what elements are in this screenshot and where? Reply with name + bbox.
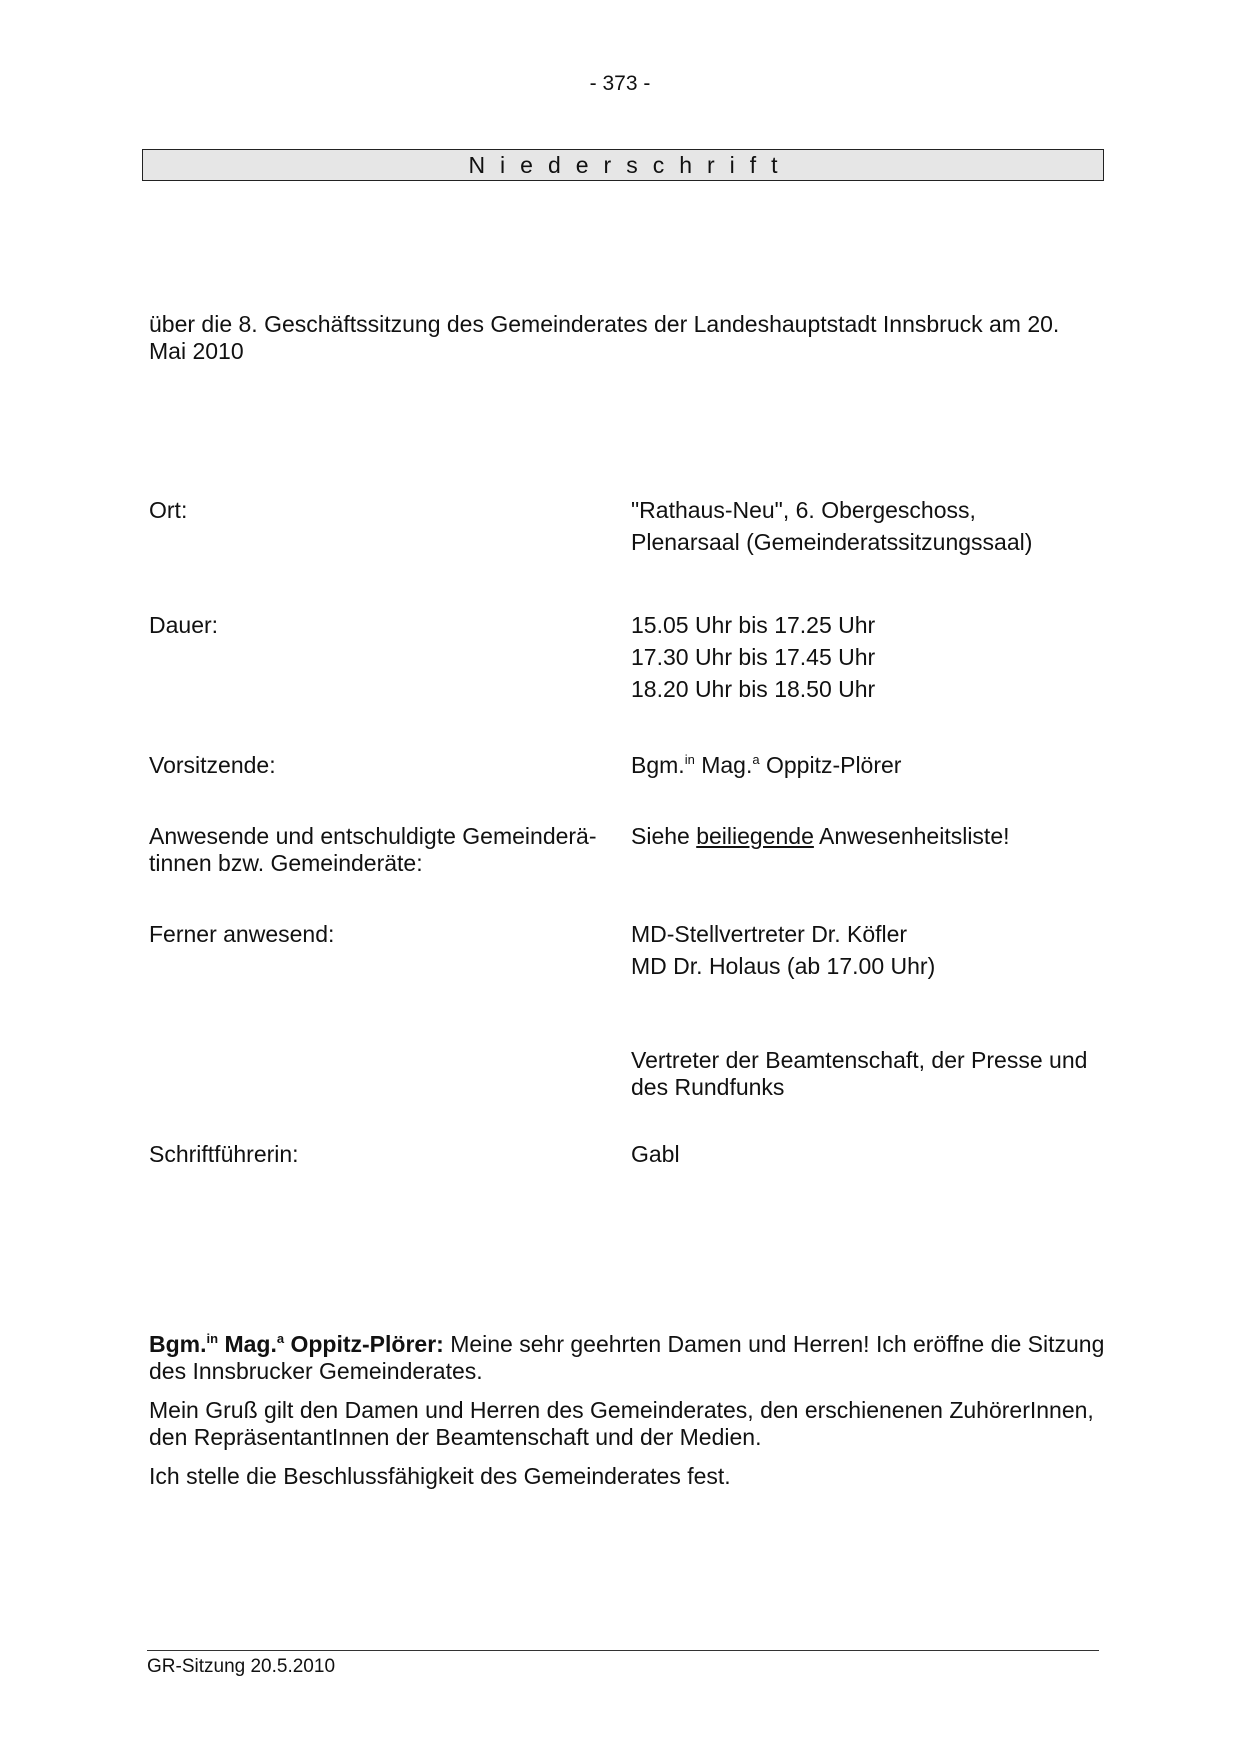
anwesende-underlined: beiliegende (696, 823, 814, 849)
vorsitz-name: Oppitz-Plörer (759, 752, 902, 778)
ort-label: Ort: (149, 497, 188, 523)
ferner-value (631, 918, 1111, 982)
vorsitz-label: Vorsitzende: (149, 752, 276, 778)
speech-block (149, 1331, 1109, 1502)
footer-divider (147, 1650, 1099, 1651)
schrift-value: Gabl (631, 1141, 680, 1167)
speaker-mag: Mag. (218, 1331, 277, 1357)
dauer-line: 17.30 Uhr bis 17.45 Uhr (631, 644, 876, 670)
speaker-sup-a: a (276, 1331, 285, 1346)
document-title: Niederschrift (468, 151, 793, 178)
ferner-extra: Vertreter der Beamtenschaft, der Presse und des Rundfunks (631, 1047, 1088, 1100)
title-box (142, 149, 1104, 181)
ort-line: "Rathaus-Neu", 6. Obergeschoss, (631, 497, 976, 523)
anwesende-label: Anwesende und entschuldigte Gemeinderä-tinnen bzw. Gemeinderäte: (149, 823, 597, 876)
vorsitz-sup-in: in (684, 752, 695, 767)
speaker-bgm: Bgm. (149, 1331, 207, 1357)
dauer-value (631, 609, 1111, 705)
speech-text-1: Meine sehr geehrten Damen und Herren! Ich eröffne die Sitzung des Innsbrucker Gemeinderates. (149, 1331, 1105, 1384)
speaker-sup-in: in (206, 1331, 219, 1346)
page-number: - 373 - (589, 72, 651, 95)
speech-paragraph-3: Ich stelle die Beschlussfähigkeit des Gemeinderates fest. (149, 1463, 731, 1489)
schrift-label: Schriftführerin: (149, 1141, 299, 1167)
dauer-line: 18.20 Uhr bis 18.50 Uhr (631, 676, 876, 702)
speech-paragraph-2: Mein Gruß gilt den Damen und Herren des Gemeinderates, den erschienenen ZuhörerInnen, den RepräsentantInnen der Beamtenschaft und der Medien. (149, 1397, 1094, 1450)
dauer-line: 15.05 Uhr bis 17.25 Uhr (631, 612, 876, 638)
vorsitz-sup-a: a (752, 752, 760, 767)
anwesende-pre: Siehe (631, 823, 697, 849)
intro-text: über die 8. Geschäftssitzung des Gemeinderates der Landeshauptstadt Innsbruck am 20. Mai 2010 (149, 311, 1060, 364)
dauer-label: Dauer: (149, 612, 219, 638)
footer-text: GR-Sitzung 20.5.2010 (147, 1656, 336, 1677)
vorsitz-value (631, 752, 1111, 779)
anwesende-post: Anwesenheitsliste! (813, 823, 1010, 849)
ferner-line: MD-Stellvertreter Dr. Köfler (631, 921, 908, 947)
vorsitz-title-bgm: Bgm. (631, 752, 685, 778)
ferner-label: Ferner anwesend: (149, 921, 335, 947)
ort-value (631, 494, 1111, 558)
speech-paragraph-1 (149, 1331, 1109, 1385)
ort-line: Plenarsaal (Gemeinderatssitzungssaal) (631, 529, 1033, 555)
anwesende-value (631, 823, 1111, 850)
speaker-name (149, 1331, 444, 1357)
vorsitz-title-mag: Mag. (694, 752, 753, 778)
ferner-line: MD Dr. Holaus (ab 17.00 Uhr) (631, 953, 936, 979)
speaker-surname: Oppitz-Plörer: (284, 1331, 444, 1357)
